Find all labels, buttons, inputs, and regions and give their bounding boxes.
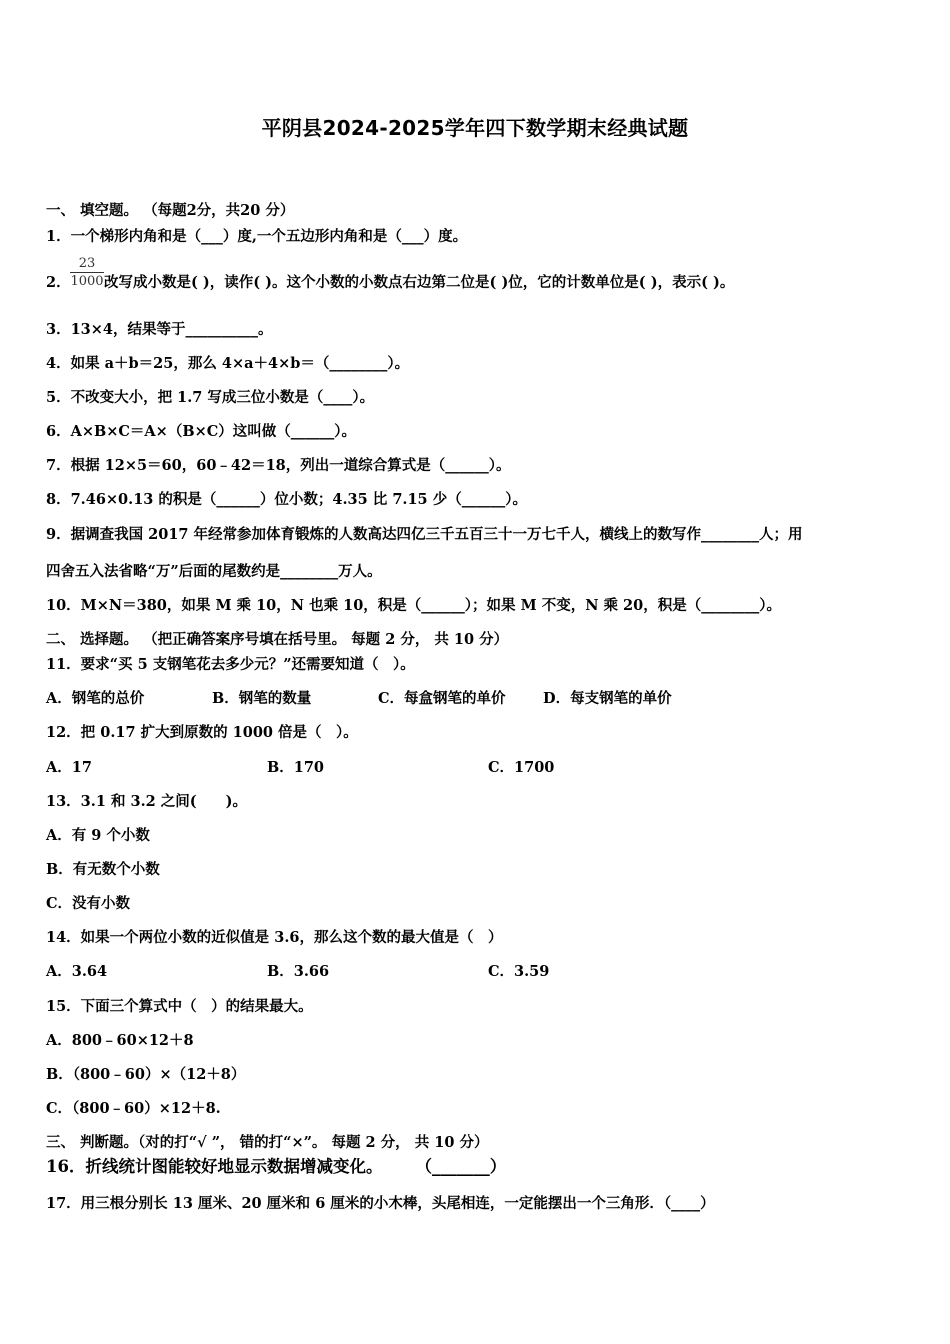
question-1: 1．一个梯形内角和是（___）度,一个五边形内角和是（___）度。 (46, 228, 468, 245)
question-9-line-1: 9．据调查我国 2017 年经常参加体育锻炼的人数高达四亿三千五百三十一万七千人，横线上的数写作________人；用 (46, 526, 803, 543)
q13-option-a: A．有 9 个小数 (46, 827, 150, 844)
q11-option-d: D．每支钢笔的单价 (543, 690, 672, 707)
q15-option-c: C．（800﹣60）×12＋8. (46, 1100, 221, 1117)
section-3-header: 三、 判断题。（对的打“√ ”， 错的打“×”。 每题 2 分， 共 10 分） (46, 1134, 489, 1151)
question-2-prefix: 2． (46, 274, 71, 291)
q15-option-a: A．800﹣60×12＋8 (46, 1032, 194, 1049)
question-15: 15．下面三个算式中（ ）的结果最大。 (46, 998, 313, 1015)
question-10: 10．M×N＝380，如果 M 乘 10，N 也乘 10，积是（______）；如果 M 不变，N 乘 20，积是（________）。 (46, 597, 781, 614)
question-11: 11．要求“买 5 支钢笔花去多少元？”还需要知道（ ）。 (46, 656, 415, 673)
question-6: 6．A×B×C＝A×（B×C）这叫做（______）。 (46, 423, 357, 440)
q11-option-a: A．钢笔的总价 (46, 690, 145, 707)
question-3: 3．13×4，结果等于__________。 (46, 321, 273, 338)
question-12: 12．把 0.17 扩大到原数的 1000 倍是（ ）。 (46, 724, 358, 741)
question-7: 7．根据 12×5＝60，60﹣42＝18，列出一道综合算式是（______）。 (46, 457, 511, 474)
section-1-header: 一、 填空题。 （每题2分，共20 分） (46, 202, 295, 219)
section-2-header: 二、 选择题。 （把正确答案序号填在括号里。 每题 2 分， 共 10 分） (46, 631, 509, 648)
question-14: 14．如果一个两位小数的近似值是 3.6，那么这个数的最大值是（ ） (46, 929, 503, 946)
question-5: 5．不改变大小，把 1.7 写成三位小数是（____）。 (46, 389, 375, 406)
question-16: 16．折线统计图能较好地显示数据增减变化。 （_______） (46, 1157, 507, 1176)
q14-option-a: A．3.64 (46, 963, 108, 980)
question-13: 13．3.1 和 3.2 之间( )。 (46, 793, 247, 810)
question-8: 8．7.46×0.13 的积是（______）位小数；4.35 比 7.15 少（______）。 (46, 491, 527, 508)
question-17: 17．用三根分别长 13 厘米、20 厘米和 6 厘米的小木棒，头尾相连，一定能摆出一个三角形．（____） (46, 1195, 715, 1212)
q14-option-b: B．3.66 (267, 963, 330, 980)
fraction-numerator: 23 (78, 256, 96, 271)
q13-option-c: C．没有小数 (46, 895, 131, 912)
question-4: 4．如果 a＋b＝25，那么 4×a＋4×b＝（________）。 (46, 355, 410, 372)
question-2: 改写成小数是( )，读作( )。这个小数的小数点右边第二位是( )位，它的计数单位是( )，表示( )。 (104, 274, 735, 291)
q12-option-b: B．170 (267, 759, 325, 776)
q11-option-b: B．钢笔的数量 (212, 690, 312, 707)
question-2-fraction (70, 256, 104, 289)
q15-option-b: B．（800﹣60）×（12＋8） (46, 1066, 246, 1083)
q13-option-b: B．有无数个小数 (46, 861, 160, 878)
question-9-line-2: 四舍五入法省略“万”后面的尾数约是________万人。 (46, 563, 382, 580)
fraction-bar (70, 272, 104, 273)
q11-option-c: C．每盒钢笔的单价 (378, 690, 506, 707)
q12-option-c: C．1700 (488, 759, 555, 776)
fraction-denominator: 1000 (70, 274, 104, 289)
q12-option-a: A．17 (46, 759, 92, 776)
q14-option-c: C．3.59 (488, 963, 550, 980)
page-title: 平阴县2024-2025学年四下数学期末经典试题 (261, 116, 689, 140)
